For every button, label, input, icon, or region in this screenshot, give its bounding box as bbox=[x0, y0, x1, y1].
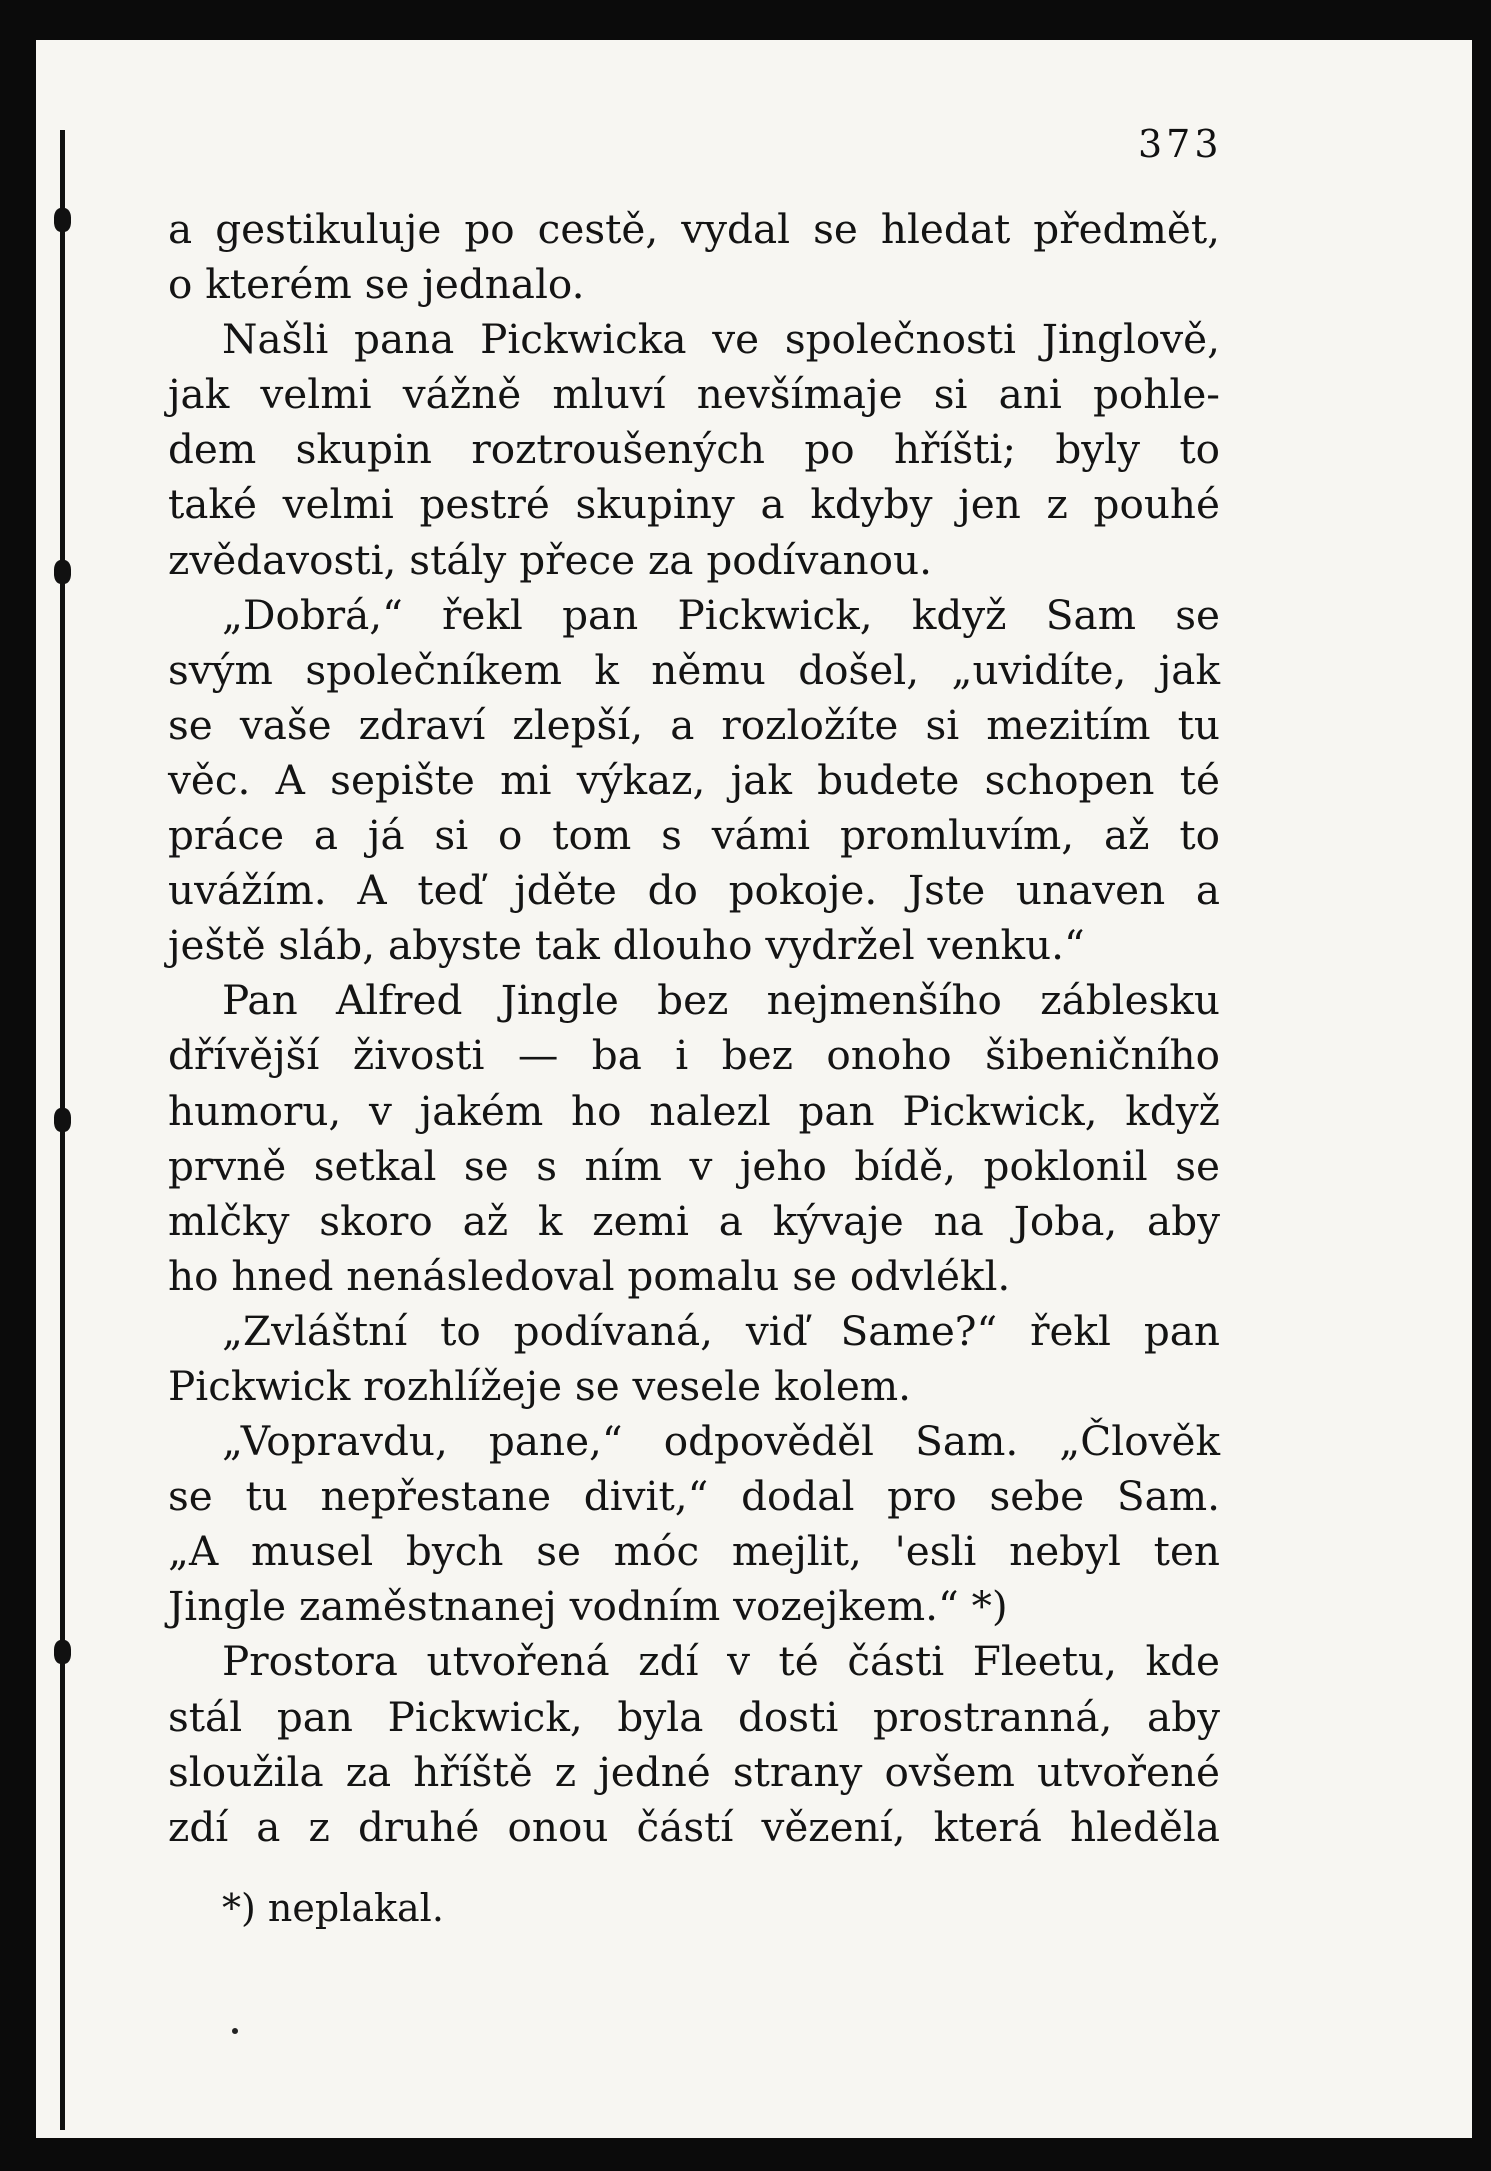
text-line: „Vopravdu, pane,“ odpověděl Sam. „Člověk bbox=[222, 1417, 1220, 1466]
body-text bbox=[168, 202, 1220, 1855]
text-line: a gestikuluje po cestě, vydal se hledat předmět, bbox=[168, 205, 1220, 253]
text-line: o kterém se jednalo. bbox=[168, 260, 585, 309]
binding-stitch bbox=[54, 1640, 71, 1664]
text-line: jak velmi vážně mluví nevšímaje si ani pohle- bbox=[168, 370, 1220, 419]
text-line: prvně setkal se s ním v jeho bídě, poklonil se bbox=[168, 1141, 1220, 1190]
paper-speck bbox=[232, 2028, 238, 2034]
text-line: mlčky skoro až k zemi a kývaje na Joba, aby bbox=[168, 1196, 1220, 1245]
text-line: svým společníkem k němu došel, „uvidíte, jak bbox=[168, 645, 1220, 694]
text-line: sloužila za hříště z jedné strany ovšem utvořené bbox=[168, 1747, 1220, 1796]
binding-stitch bbox=[54, 560, 71, 584]
text-line: dřívější živosti — ba i bez onoho šibeničního bbox=[168, 1031, 1220, 1080]
text-line: ho hned nenásledoval pomalu se odvlékl. bbox=[168, 1251, 1011, 1300]
text-line: „A musel bych se móc mejlit, 'esli nebyl ten bbox=[168, 1527, 1220, 1576]
text-line: uvážím. A teď jděte do pokoje. Jste unaven a bbox=[168, 866, 1220, 915]
text-line: Našli pana Pickwicka ve společnosti Jinglově, bbox=[222, 315, 1220, 364]
text-line: se tu nepřestane divit,“ dodal pro sebe Sam. bbox=[168, 1472, 1220, 1521]
page-number: 373 bbox=[1138, 122, 1223, 166]
text-line: také velmi pestré skupiny a kdyby jen z pouhé bbox=[168, 480, 1220, 529]
text-line: Pickwick rozhlížeje se vesele kolem. bbox=[168, 1361, 912, 1410]
text-line: Prostora utvořená zdí v té části Fleetu, kde bbox=[222, 1637, 1220, 1686]
binding-stitch bbox=[54, 208, 71, 232]
text-line: Pan Alfred Jingle bez nejmenšího záblesku bbox=[222, 976, 1220, 1025]
text-line: „Dobrá,“ řekl pan Pickwick, když Sam se bbox=[222, 590, 1220, 639]
text-line: ještě sláb, abyste tak dlouho vydržel venku.“ bbox=[168, 921, 1085, 970]
text-line: humoru, v jakém ho nalezl pan Pickwick, když bbox=[168, 1086, 1220, 1135]
text-line: „Zvláštní to podívaná, viď Same?“ řekl pan bbox=[222, 1306, 1220, 1355]
text-line: dem skupin roztroušených po hříšti; byly to bbox=[168, 425, 1220, 474]
text-line: Jingle zaměstnanej vodním vozejkem.“ *) bbox=[168, 1582, 1008, 1631]
text-line: práce a já si o tom s vámi promluvím, až to bbox=[168, 811, 1220, 860]
text-line: zdí a z druhé onou částí vězení, která hleděla bbox=[168, 1802, 1220, 1851]
binding-stitch bbox=[54, 1108, 71, 1132]
text-line: stál pan Pickwick, byla dosti prostranná, aby bbox=[168, 1692, 1220, 1741]
text-line: se vaše zdraví zlepší, a rozložíte si mezitím tu bbox=[168, 700, 1220, 749]
text-line: věc. A sepište mi výkaz, jak budete schopen té bbox=[168, 755, 1220, 804]
text-line: zvědavosti, stály přece za podívanou. bbox=[168, 535, 932, 584]
footnote: *) neplakal. bbox=[222, 1886, 444, 1930]
